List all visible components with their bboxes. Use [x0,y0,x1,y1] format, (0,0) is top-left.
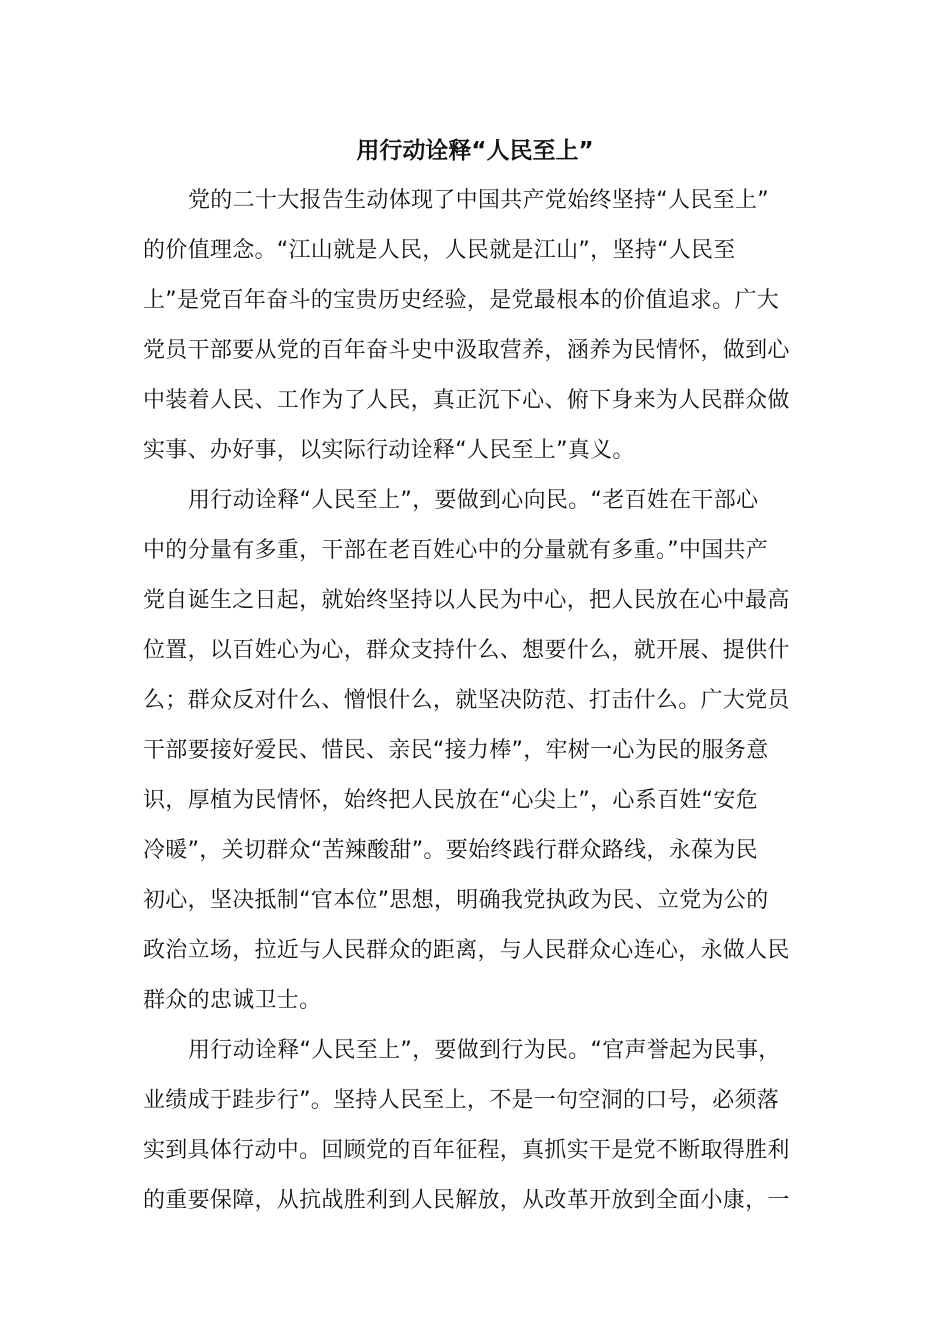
text-line: 党员干部要从党的百年奋斗史中汲取营养，涵养为民情怀，做到心 [143,338,790,363]
document-body [143,176,843,1226]
text-line: 用行动诠释“人民至上”，要做到行为民。“官声誉起为民事， [188,1038,781,1063]
text-line: 识，厚植为民情怀，始终把人民放在“心尖上”，心系百姓“安危 [143,788,758,813]
text-line: 么；群众反对什么、憎恨什么，就坚决防范、打击什么。广大党员 [143,688,790,713]
text-line: 用行动诠释“人民至上”，要做到心向民。“老百姓在干部心 [188,488,759,513]
paragraph-2 [143,476,843,1026]
text-line: 群众的忠诚卫士。 [143,988,322,1013]
text-line: 冷暖”，关切群众“苦辣酸甜”。要始终践行群众路线，永葆为民 [143,838,758,863]
document-title: 用行动诠释“人民至上” [356,138,594,164]
text-line: 的重要保障，从抗战胜利到人民解放，从改革开放到全面小康，一 [143,1188,790,1213]
text-line: 党自诞生之日起，就始终坚持以人民为中心，把人民放在心中最高 [143,588,790,613]
paragraph-3 [143,1026,843,1226]
text-line: 初心，坚决抵制“官本位”思想，明确我党执政为民、立党为公的 [143,888,769,913]
text-line: 政治立场，拉近与人民群众的距离，与人民群众心连心，永做人民 [143,938,790,963]
text-line: 中装着人民、工作为了人民，真正沉下心、俯下身来为人民群众做 [143,388,790,413]
text-line: 干部要接好爱民、惜民、亲民“接力棒”，牢树一心为民的服务意 [143,738,769,763]
text-line: 实到具体行动中。回顾党的百年征程，真抓实干是党不断取得胜利 [143,1138,790,1163]
text-line: 中的分量有多重，干部在老百姓心中的分量就有多重。”中国共产 [143,538,769,563]
text-line: 的价值理念。“江山就是人民，人民就是江山”，坚持“人民至 [143,238,736,263]
paragraph-1 [143,176,843,476]
text-line: 党的二十大报告生动体现了中国共产党始终坚持“人民至上” [188,188,769,213]
text-line: 实事、办好事，以实际行动诠释“人民至上”真义。 [143,438,635,463]
text-line: 上”是党百年奋斗的宝贵历史经验，是党最根本的价值追求。广大 [143,288,780,313]
text-line: 业绩成于跬步行”。坚持人民至上，不是一句空洞的口号，必须落 [143,1088,780,1113]
text-line: 位置，以百姓心为心，群众支持什么、想要什么，就开展、提供什 [143,638,790,663]
